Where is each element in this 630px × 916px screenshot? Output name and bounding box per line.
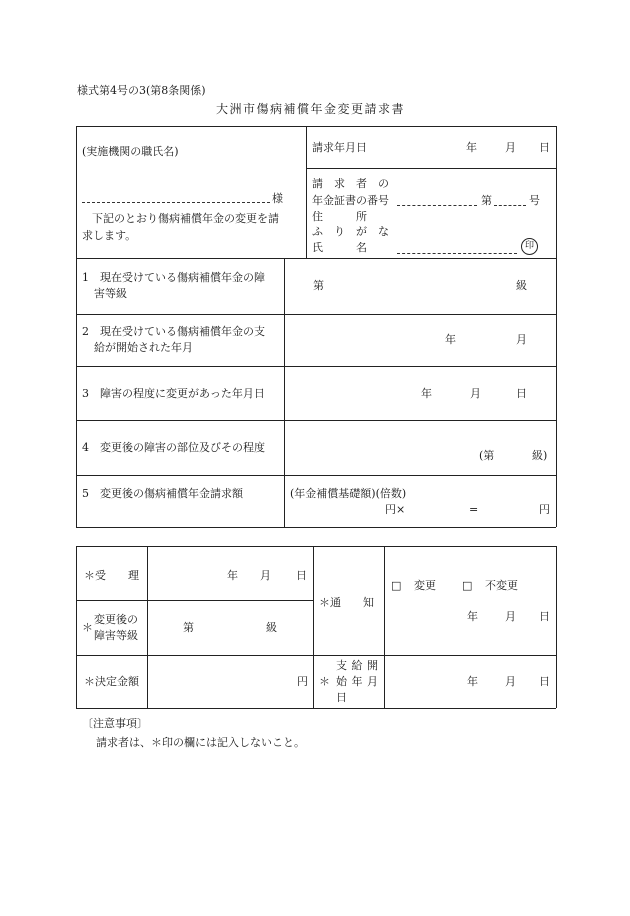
item-4-dai: (第 [479, 449, 495, 462]
item-5-yen-x: 円× [385, 503, 406, 516]
grade-star: ＊ [82, 621, 93, 634]
decision-label: ＊決定金額 [84, 675, 139, 688]
start-label-1: 支 給 開 [336, 659, 378, 672]
grade-label-2: 障害等級 [94, 629, 138, 642]
start-day: 日 [539, 675, 550, 688]
item-5-formula-head: (年金補償基礎額)(倍数) [290, 487, 407, 500]
seal-mark: 印 [521, 238, 538, 255]
name-line[interactable] [397, 253, 517, 254]
checkbox-change[interactable]: □ [391, 579, 402, 592]
notice-day: 日 [539, 610, 550, 623]
request-month: 月 [505, 141, 516, 154]
start-month: 月 [505, 675, 516, 688]
notice-year: 年 [467, 610, 478, 623]
checkbox-no-change[interactable]: □ [462, 579, 473, 592]
request-date-label: 請求年月日 [312, 141, 367, 154]
decision-yen: 円 [297, 675, 308, 688]
item-2-month: 月 [516, 333, 527, 346]
grade-kyu: 級 [266, 621, 277, 634]
receipt-day: 日 [296, 569, 307, 582]
furigana-label: ふ り が な [312, 226, 389, 237]
cert-dai: 第 [481, 194, 492, 207]
official-name-line[interactable] [82, 202, 270, 203]
start-label-3: 日 [336, 691, 347, 704]
start-year: 年 [467, 675, 478, 688]
start-star: ＊ [319, 675, 330, 688]
cert-number-line-1[interactable] [397, 205, 477, 206]
official-label: (実施機関の職氏名) [82, 145, 179, 158]
request-text-1: 下記のとおり傷病補償年金の変更を請 [92, 212, 279, 225]
cert-gou: 号 [529, 194, 540, 207]
item-1-label-1: 1 現在受けている傷病補償年金の障 [82, 271, 265, 284]
item-3-year: 年 [421, 387, 432, 400]
item-4-kyu: 級) [532, 449, 548, 462]
item-4-label: 4 変更後の障害の部位及びその程度 [82, 441, 265, 454]
request-text-2: 求します。 [82, 229, 137, 242]
notice-label: ＊通 知 [319, 596, 374, 609]
grade-dai: 第 [183, 621, 194, 634]
item-1-dai: 第 [313, 279, 324, 292]
form-title: 大洲市傷病補償年金変更請求書 [216, 102, 406, 116]
notes-text: 請求者は、＊印の欄には記入しないこと。 [96, 736, 305, 749]
item-3-label: 3 障害の程度に変更があった年月日 [82, 387, 265, 400]
notes-heading: 〔注意事項〕 [82, 717, 148, 730]
request-year: 年 [466, 141, 477, 154]
item-1-kyu: 級 [516, 279, 527, 292]
name-label: 氏 名 [312, 242, 367, 253]
form-number: 様式第4号の3(第8条関係) [77, 84, 206, 97]
request-day: 日 [539, 141, 550, 154]
change-label: 変更 [414, 579, 436, 592]
item-3-month: 月 [470, 387, 481, 400]
receipt-month: 月 [260, 569, 271, 582]
no-change-label: 不変更 [485, 579, 518, 592]
cert-number-line-2[interactable] [494, 205, 526, 206]
item-5-equals: = [469, 503, 479, 516]
notice-month: 月 [505, 610, 516, 623]
item-2-label-2: 給が開始された年月 [94, 341, 193, 354]
item-2-label-1: 2 現在受けている傷病補償年金の支 [82, 325, 265, 338]
cert-number-label: 年金証書の番号 [312, 194, 389, 207]
address-label: 住 所 [312, 211, 367, 222]
item-3-day: 日 [516, 387, 527, 400]
start-label-2: 始 年 月 [336, 675, 378, 688]
sama-honorific: 様 [272, 192, 283, 205]
claimant-label: 請 求 者 の [312, 178, 389, 189]
item-2-year: 年 [445, 333, 456, 346]
item-5-label: 5 変更後の傷病補償年金請求額 [82, 487, 243, 500]
grade-label-1: 変更後の [94, 613, 138, 626]
item-5-yen: 円 [539, 503, 550, 516]
receipt-year: 年 [227, 569, 238, 582]
receipt-label: ＊受 理 [84, 569, 139, 582]
item-1-label-2: 害等級 [94, 287, 127, 300]
